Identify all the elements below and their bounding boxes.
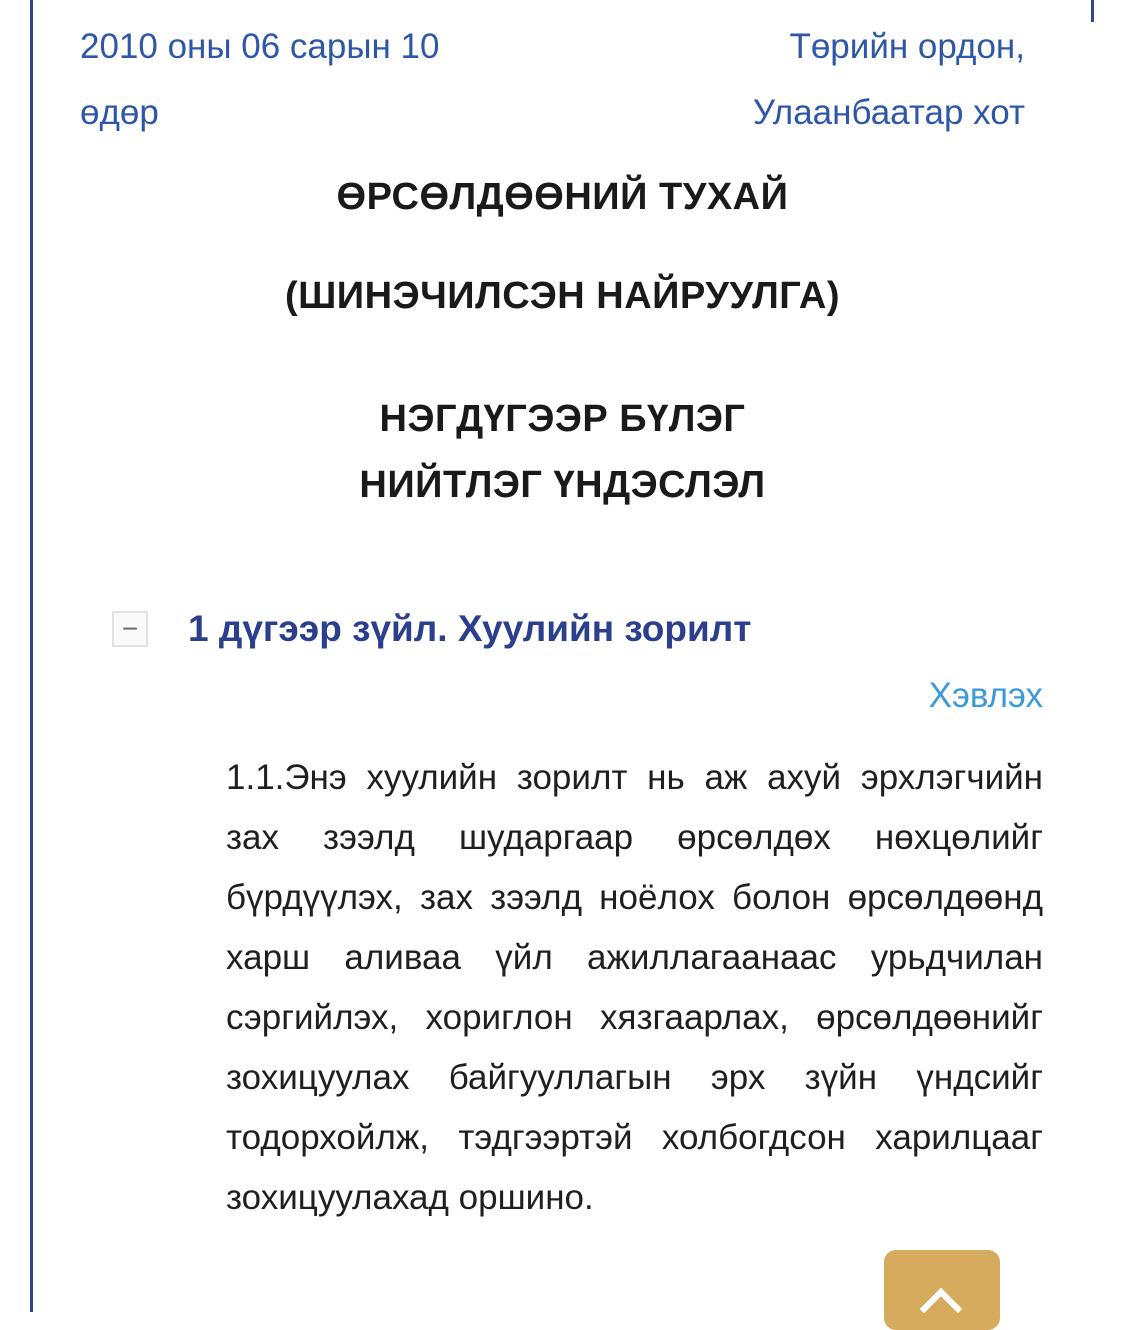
chevron-up-icon bbox=[920, 1288, 962, 1330]
content-border-right bbox=[1091, 0, 1094, 22]
place-line-2: Улаанбаатар хот bbox=[752, 93, 1025, 132]
collapse-button[interactable]: − bbox=[112, 611, 148, 647]
place-line-1: Төрийн ордон, bbox=[789, 27, 1025, 66]
article-title[interactable]: 1 дүгээр зүйл. Хуулийн зорилт bbox=[188, 608, 752, 649]
chapter-number: НЭГДҮГЭЭР БҮЛЭГ bbox=[379, 398, 746, 440]
print-link[interactable]: Хэвлэх bbox=[928, 676, 1043, 715]
law-title: ӨРСӨЛДӨӨНИЙ ТУХАЙ bbox=[336, 176, 789, 218]
scroll-to-top-button[interactable] bbox=[884, 1250, 1000, 1330]
date-line-2: өдөр bbox=[80, 93, 159, 132]
enactment-place bbox=[665, 14, 1025, 146]
article-header bbox=[112, 608, 751, 650]
law-header bbox=[80, 14, 1025, 146]
chapter-title: НИЙТЛЭГ ҮНДЭСЛЭЛ bbox=[359, 464, 766, 506]
date-line-1: 2010 оны 06 сарын 10 bbox=[80, 27, 440, 66]
enactment-date bbox=[80, 14, 510, 146]
law-subtitle: (ШИНЭЧИЛСЭН НАЙРУУЛГА) bbox=[284, 275, 841, 317]
article-paragraph: 1.1.Энэ хуулийн зорилт нь аж ахуй эрхлэгчийн зах зээлд шударгаар өрсөлдөх нөхцөлийг бүрдүүлэх, зах зээлд ноёлох болон өрсөлдөөнд харш аливаа үйл ажиллагаанаас урьдчилан сэргийлэх, хориглон хязгаарлах, өрсөлдөөнийг зохицуулах байгууллагын эрх зүйн үндсийг тодорхойлж, тэдгээртэй холбогдсон харилцааг зохицуулахад оршино. bbox=[226, 758, 1043, 1217]
